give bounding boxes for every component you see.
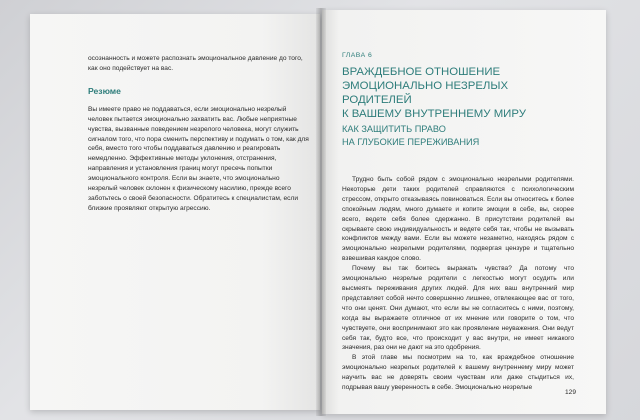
chapter-title-line: К ВАШЕМУ ВНУТРЕННЕМУ МИРУ — [342, 108, 526, 120]
left-intro-paragraph: осознанность и можете распознать эмоциональное давление до того, как оно подействует на вас. — [88, 55, 303, 72]
summary-paragraph: Вы имеете право не поддаваться, если эмоционально незрелый человек пытается эмоционально захватить вас. Любые неприятные чувства, вызванные поведением незрелого человека, могут служить сигналом того, что пора сменить перспективу и подумать о том, как для себя, вместо того чтобы поддаваться давлению и реагировать немедленно. Эффективные методы уклонения, отстранения, направления и установления границ могут пресечь попытки эмоционального контроля. Если вы знаете, что эмоционально незрелый человек склонен к физическому насилию, прежде всего заботьтесь о своей безопасности. Обратитесь к специалистам, если близкие проявляют открытую агрессию. — [88, 105, 309, 212]
chapter-body — [342, 175, 574, 393]
right-page — [322, 10, 606, 414]
chapter-title-line: ЭМОЦИОНАЛЬНО НЕЗРЕЛЫХ РОДИТЕЛЕЙ — [342, 80, 509, 106]
chapter-subtitle-line: КАК ЗАЩИТИТЬ ПРАВО — [342, 124, 446, 134]
body-paragraph: Почему вы так боитесь выражать чувства? Да потому что эмоционально незрелые родители с легкостью могут осудить или высмеять переживания других людей. Для них ваш внутренний мир представляет собой нечто совершенно лишнее, отвлекающее вас от того, что они ценят. Они думают, что если вы не согласитесь с ними, поэтому, когда вы выражаете отличное от их мнение или говорите о том, что чувствуете, они воспринимают это как проявление неуважения. Они ведут себя так, будто все, что происходит у вас внутри, не имеет никакого значения, раз они не дают на это одобрения. — [342, 265, 574, 352]
body-paragraph: Трудно быть собой рядом с эмоционально незрелыми родителями. Некоторые дети таких родителей справляются с психологическим стрессом, открыто отказываясь повиноваться. Если вы относитесь к более спокойным людям, много думаете и копите эмоции в себе, вы, скорее всего, ведете себя более сдержанно. В присутствии родителей вы скрываете свою индивидуальность и ведете себя так, чтобы не вызывать конфликтов между вами. Если вы можете незаметно, находясь рядом с эмоционально незрелыми родителями, подвергая цензуре и тщательно взвешивая каждое слово. — [342, 176, 574, 263]
chapter-label: ГЛАВА 6 — [342, 52, 373, 59]
chapter-title — [342, 65, 574, 121]
left-page — [30, 14, 320, 410]
chapter-subtitle-line: НА ГЛУБОКИЕ ПЕРЕЖИВАНИЯ — [342, 137, 480, 147]
body-paragraph: В этой главе мы посмотрим на то, как враждебное отношение эмоционально незрелых родителей к вашему внутреннему миру может научить вас не доверять своим чувствам или даже стыдиться их, подрывая вашу уверенность в себе. Эмоционально незрелые — [342, 354, 574, 392]
chapter-subtitle — [342, 123, 574, 149]
chapter-title-line: ВРАЖДЕБНОЕ ОТНОШЕНИЕ — [342, 66, 501, 78]
right-page-content — [342, 52, 574, 393]
left-page-content — [88, 54, 310, 214]
summary-heading: Резюме — [88, 85, 121, 96]
page-number: 129 — [564, 389, 576, 396]
book-spine — [316, 8, 326, 416]
